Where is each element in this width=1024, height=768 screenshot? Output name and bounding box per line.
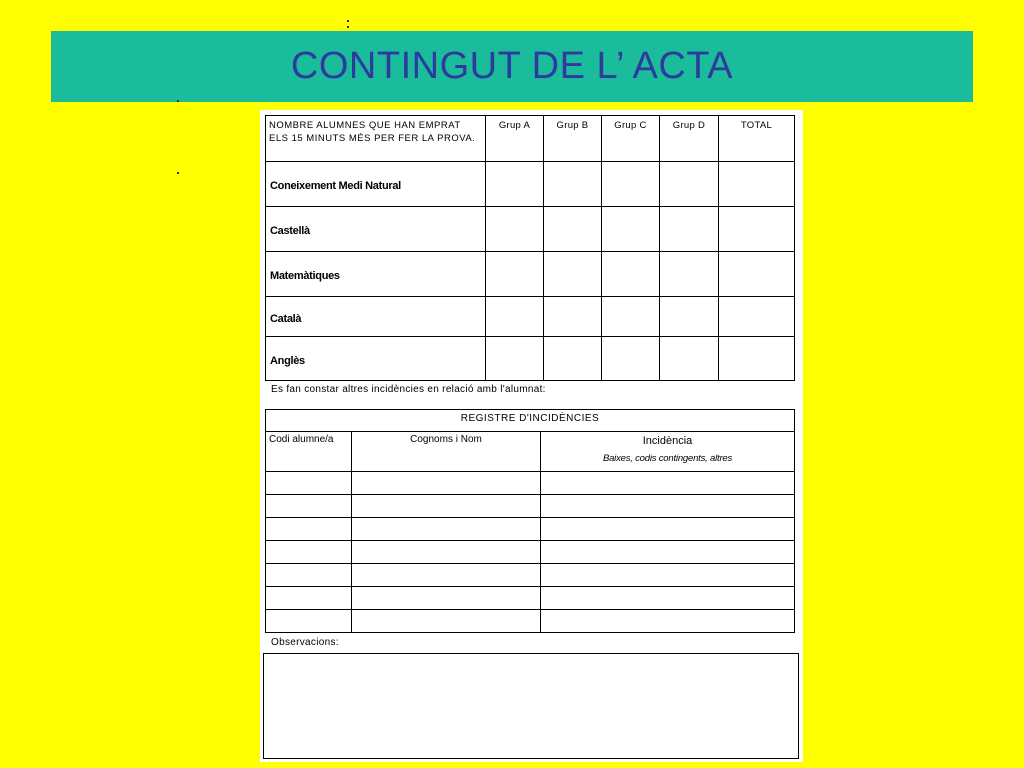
table-cell[interactable] — [544, 252, 602, 297]
table-cell[interactable] — [352, 495, 541, 518]
table-cell[interactable] — [352, 472, 541, 495]
table-cell[interactable] — [266, 587, 352, 610]
table-cell[interactable] — [352, 541, 541, 564]
table-cell[interactable] — [266, 472, 352, 495]
table-cell[interactable] — [719, 297, 795, 337]
table-cell[interactable] — [719, 162, 795, 207]
table-cell[interactable] — [719, 337, 795, 381]
table-cell[interactable] — [602, 337, 660, 381]
stray-dot — [347, 26, 349, 28]
table-cell[interactable] — [352, 518, 541, 541]
observations-label: Observacions: — [271, 637, 339, 648]
table-cell[interactable] — [602, 162, 660, 207]
incidents-note: Es fan constar altres incidències en relació amb l'alumnat: — [271, 384, 546, 395]
stray-dot — [347, 20, 349, 22]
stray-dot — [177, 172, 179, 174]
table-cell[interactable] — [544, 207, 602, 252]
incidents-table — [265, 409, 795, 633]
table-cell[interactable] — [660, 337, 719, 381]
form-sheet — [260, 110, 803, 762]
table-cell[interactable] — [541, 541, 795, 564]
title-banner — [51, 31, 973, 102]
col-header-grup-c: Grup C — [602, 116, 660, 162]
subject-label: Català — [266, 297, 486, 337]
table-cell[interactable] — [352, 587, 541, 610]
table-cell[interactable] — [541, 610, 795, 633]
table-cell[interactable] — [541, 495, 795, 518]
table-cell[interactable] — [352, 564, 541, 587]
table-cell[interactable] — [544, 162, 602, 207]
header-label-cell: NOMBRE ALUMNES QUE HAN EMPRAT ELS 15 MINUTS MÉS PER FER LA PROVA. — [266, 116, 486, 162]
table-cell[interactable] — [544, 297, 602, 337]
col-header-grup-b: Grup B — [544, 116, 602, 162]
col-header-name: Cognoms i Nom — [352, 432, 541, 472]
table-cell[interactable] — [486, 207, 544, 252]
stray-dot — [177, 100, 179, 102]
table-cell[interactable] — [266, 610, 352, 633]
table-cell[interactable] — [602, 297, 660, 337]
col-header-grup-d: Grup D — [660, 116, 719, 162]
table-cell[interactable] — [544, 337, 602, 381]
table-cell[interactable] — [352, 610, 541, 633]
table-cell[interactable] — [266, 518, 352, 541]
table-cell[interactable] — [602, 252, 660, 297]
subject-label: Anglès — [266, 337, 486, 381]
col-header-grup-a: Grup A — [486, 116, 544, 162]
table-cell[interactable] — [541, 587, 795, 610]
subject-label: Coneixement Medi Natural — [266, 162, 486, 207]
table-cell[interactable] — [266, 495, 352, 518]
table-cell[interactable] — [719, 252, 795, 297]
table-cell[interactable] — [541, 472, 795, 495]
incident-label: Incidència — [642, 435, 693, 447]
slide-title: CONTINGUT DE L’ ACTA — [290, 45, 734, 87]
subject-label: Castellà — [266, 207, 486, 252]
minutes-table — [265, 115, 795, 381]
table-cell[interactable] — [541, 564, 795, 587]
col-header-total: TOTAL — [719, 116, 795, 162]
table-cell[interactable] — [719, 207, 795, 252]
table-cell[interactable] — [660, 207, 719, 252]
table-cell[interactable] — [486, 297, 544, 337]
table-cell[interactable] — [486, 162, 544, 207]
table-cell[interactable] — [660, 252, 719, 297]
table-cell[interactable] — [541, 518, 795, 541]
col-header-incident — [541, 432, 795, 472]
table-cell[interactable] — [660, 162, 719, 207]
table-cell[interactable] — [602, 207, 660, 252]
table-cell[interactable] — [660, 297, 719, 337]
subject-label: Matemàtiques — [266, 252, 486, 297]
table-cell[interactable] — [486, 337, 544, 381]
incidents-table-title: REGISTRE D'INCIDÈNCIES — [266, 410, 795, 432]
table-cell[interactable] — [266, 564, 352, 587]
incident-sublabel: Baixes, codis contingents, altres — [602, 453, 733, 464]
table-cell[interactable] — [486, 252, 544, 297]
observations-box[interactable] — [263, 653, 799, 759]
col-header-code: Codi alumne/a — [266, 432, 352, 472]
table-cell[interactable] — [266, 541, 352, 564]
